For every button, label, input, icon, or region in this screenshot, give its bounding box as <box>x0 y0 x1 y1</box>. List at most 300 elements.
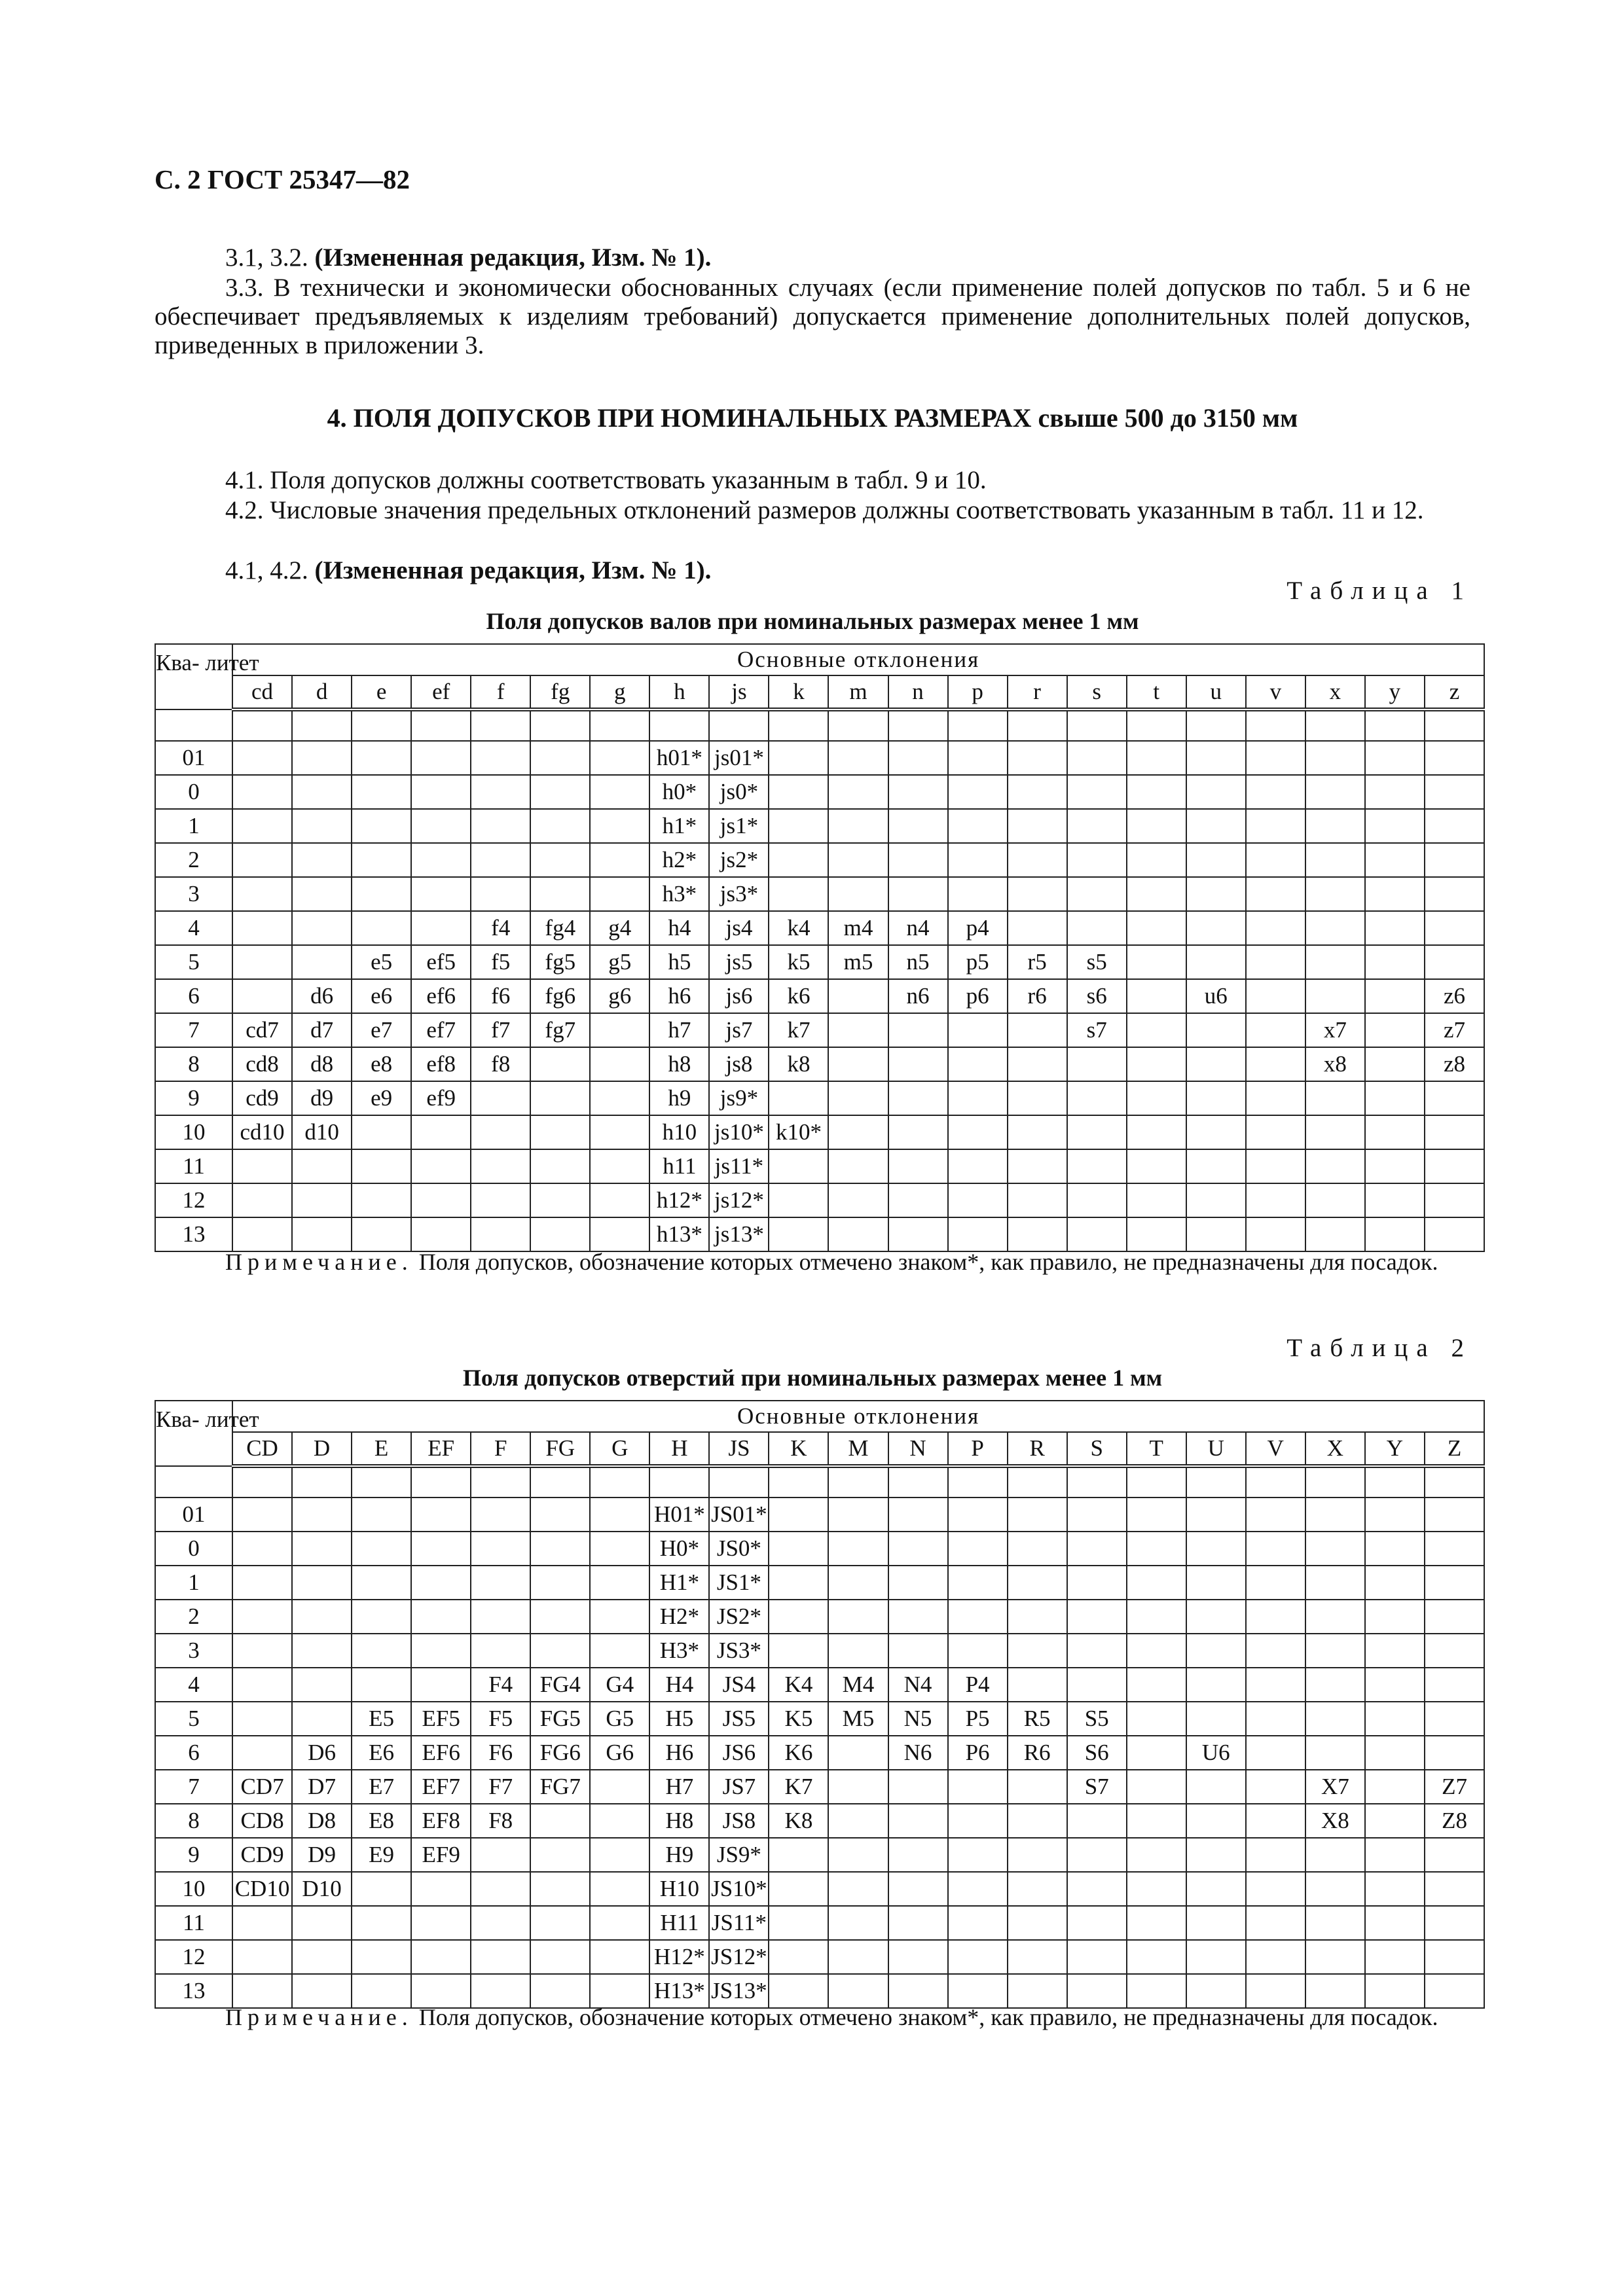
column-header: s <box>1067 675 1127 709</box>
tolerance-cell: R6 <box>1008 1736 1067 1770</box>
tolerance-cell <box>888 1013 948 1047</box>
tolerance-cell <box>232 775 292 809</box>
tolerance-cell <box>888 843 948 877</box>
tolerance-cell: p6 <box>948 979 1008 1013</box>
tolerance-cell <box>769 1532 828 1566</box>
tolerance-cell <box>1127 741 1186 775</box>
tolerance-cell <box>530 1149 590 1183</box>
tolerance-cell <box>1365 1668 1425 1702</box>
tolerance-cell: JS4 <box>709 1668 769 1702</box>
tolerance-cell <box>352 809 411 843</box>
tolerance-cell <box>1305 1872 1365 1906</box>
tolerance-cell <box>590 1804 649 1838</box>
tolerance-cell <box>1067 1149 1127 1183</box>
table-row <box>155 1566 1484 1600</box>
tolerance-cell <box>1305 1974 1365 2008</box>
tolerance-cell: g6 <box>590 979 649 1013</box>
tolerance-cell: CD7 <box>232 1770 292 1804</box>
column-header: n <box>888 675 948 709</box>
tolerance-cell <box>1067 1668 1127 1702</box>
tolerance-cell <box>292 775 352 809</box>
column-header: K <box>769 1432 828 1466</box>
tolerance-cell <box>1127 1940 1186 1974</box>
column-header: G <box>590 1432 649 1466</box>
tolerance-cell <box>411 809 471 843</box>
spacer-cell <box>411 1466 471 1498</box>
tolerance-cell <box>1186 843 1246 877</box>
tolerance-cell <box>1425 1600 1484 1634</box>
tolerance-cell <box>828 1940 888 1974</box>
tolerance-cell: H0* <box>649 1532 709 1566</box>
kvalitet-cell: 8 <box>155 1804 232 1838</box>
tolerance-cell <box>828 1217 888 1251</box>
tolerance-cell <box>948 1532 1008 1566</box>
tolerance-cell <box>1127 775 1186 809</box>
tolerance-cell: H1* <box>649 1566 709 1600</box>
tolerance-cell <box>1186 1115 1246 1149</box>
tolerance-cell <box>828 1566 888 1600</box>
tolerance-cell: k5 <box>769 945 828 979</box>
tolerance-cell: ef6 <box>411 979 471 1013</box>
tolerance-cell <box>1246 911 1305 945</box>
tolerance-cell: S7 <box>1067 1770 1127 1804</box>
tolerance-cell <box>1067 1974 1127 2008</box>
tolerance-cell <box>948 809 1008 843</box>
tolerance-cell <box>1186 911 1246 945</box>
column-header: FG <box>530 1432 590 1466</box>
tolerance-cell <box>1008 1183 1067 1217</box>
tolerance-cell: FG5 <box>530 1702 590 1736</box>
tolerance-cell <box>411 911 471 945</box>
kvalitet-cell: 12 <box>155 1940 232 1974</box>
tolerance-cell: ef9 <box>411 1081 471 1115</box>
table-row <box>155 1804 1484 1838</box>
tolerance-cell: JS9* <box>709 1838 769 1872</box>
tolerance-cell <box>590 1838 649 1872</box>
tolerance-cell: k6 <box>769 979 828 1013</box>
tolerance-cell: e7 <box>352 1013 411 1047</box>
paragraph-amendment-3 <box>155 243 1470 272</box>
column-header: D <box>292 1432 352 1466</box>
kvalitet-cell: 3 <box>155 877 232 911</box>
tolerance-cell <box>1246 877 1305 911</box>
tolerance-cell <box>1127 1532 1186 1566</box>
tolerance-cell <box>1186 775 1246 809</box>
tolerance-cell <box>292 1600 352 1634</box>
tolerance-cell: EF7 <box>411 1770 471 1804</box>
tolerance-cell <box>590 1013 649 1047</box>
tolerance-cell <box>471 1600 530 1634</box>
tolerance-cell <box>1425 1183 1484 1217</box>
tolerance-cell <box>1008 1149 1067 1183</box>
column-header: fg <box>530 675 590 709</box>
tolerance-cell: JS2* <box>709 1600 769 1634</box>
tolerance-cell <box>352 911 411 945</box>
tolerance-cell <box>1365 809 1425 843</box>
tolerance-cell <box>411 1183 471 1217</box>
tolerance-cell: K7 <box>769 1770 828 1804</box>
tolerance-cell <box>1246 979 1305 1013</box>
tolerance-cell <box>1305 741 1365 775</box>
tolerance-cell: s5 <box>1067 945 1127 979</box>
tolerance-cell <box>828 1081 888 1115</box>
tolerance-cell <box>769 1081 828 1115</box>
tolerance-cell: P4 <box>948 1668 1008 1702</box>
tolerance-cell <box>471 1183 530 1217</box>
spacer-cell <box>769 1466 828 1498</box>
tolerance-cell: s7 <box>1067 1013 1127 1047</box>
tolerance-cell: ef5 <box>411 945 471 979</box>
tolerance-cell <box>1246 1081 1305 1115</box>
tolerance-cell <box>1425 1940 1484 1974</box>
tolerance-cell: r5 <box>1008 945 1067 979</box>
tolerance-cell <box>1365 1600 1425 1634</box>
tolerance-cell <box>1008 1668 1067 1702</box>
tolerance-cell <box>471 1115 530 1149</box>
tolerance-cell: d8 <box>292 1047 352 1081</box>
paragraph-amendment-4 <box>155 556 1470 585</box>
tolerance-cell <box>1067 911 1127 945</box>
column-header: m <box>828 675 888 709</box>
spacer-cell <box>530 1466 590 1498</box>
tolerance-cell <box>1008 1532 1067 1566</box>
spacer-cell <box>590 1466 649 1498</box>
tolerance-cell <box>1365 1498 1425 1532</box>
kvalitet-header: Ква- литет <box>155 644 232 709</box>
tolerance-cell <box>530 1906 590 1940</box>
tolerance-cell: EF8 <box>411 1804 471 1838</box>
tolerance-cell <box>1365 1081 1425 1115</box>
tolerance-cell <box>888 1498 948 1532</box>
tolerance-cell <box>888 1081 948 1115</box>
tolerance-cell <box>590 1600 649 1634</box>
tolerance-cell <box>232 1600 292 1634</box>
tolerance-cell <box>1246 1217 1305 1251</box>
tolerance-cell <box>1246 1115 1305 1149</box>
tolerance-cell <box>590 1770 649 1804</box>
table-row <box>155 1634 1484 1668</box>
tolerance-cell <box>1365 1804 1425 1838</box>
tolerance-cell <box>292 741 352 775</box>
tolerance-cell <box>769 843 828 877</box>
tolerance-cell <box>769 1906 828 1940</box>
tolerance-cell <box>1365 1736 1425 1770</box>
tolerance-cell: H9 <box>649 1838 709 1872</box>
tolerance-cell <box>232 1498 292 1532</box>
tolerance-cell <box>1246 809 1305 843</box>
kvalitet-cell: 11 <box>155 1906 232 1940</box>
tolerance-cell <box>1008 1566 1067 1600</box>
tolerance-cell <box>411 1532 471 1566</box>
tolerance-cell <box>232 1217 292 1251</box>
tolerance-cell <box>948 741 1008 775</box>
tolerance-cell: E9 <box>352 1838 411 1872</box>
tolerance-cell <box>1305 1600 1365 1634</box>
tolerance-cell <box>1246 741 1305 775</box>
spacer-cell <box>1127 1466 1186 1498</box>
tolerance-cell <box>352 877 411 911</box>
tolerance-cell <box>471 1940 530 1974</box>
tolerance-cell <box>888 1149 948 1183</box>
tolerance-cell: H5 <box>649 1702 709 1736</box>
tolerance-cell: E5 <box>352 1702 411 1736</box>
tolerance-cell <box>1067 809 1127 843</box>
tolerance-cell <box>590 1872 649 1906</box>
tolerance-cell <box>1246 1838 1305 1872</box>
tolerance-cell <box>769 877 828 911</box>
tolerance-cell <box>1127 1081 1186 1115</box>
kvalitet-cell: 2 <box>155 1600 232 1634</box>
tolerance-cell <box>1008 1081 1067 1115</box>
tolerance-cell <box>1305 1532 1365 1566</box>
column-header: H <box>649 1432 709 1466</box>
column-header: F <box>471 1432 530 1466</box>
tolerance-cell <box>530 1217 590 1251</box>
tolerance-cell <box>948 843 1008 877</box>
tolerance-cell <box>1246 1047 1305 1081</box>
tolerance-cell <box>1425 1115 1484 1149</box>
kvalitet-cell: 9 <box>155 1081 232 1115</box>
tolerance-cell <box>1305 809 1365 843</box>
tolerance-cell: JS11* <box>709 1906 769 1940</box>
tolerance-cell <box>1127 809 1186 843</box>
tolerance-cell <box>1246 1600 1305 1634</box>
tolerance-cell <box>292 1217 352 1251</box>
tolerance-cell <box>411 843 471 877</box>
tolerance-cell: g4 <box>590 911 649 945</box>
tolerance-cell <box>1186 1770 1246 1804</box>
tolerance-cell: h12* <box>649 1183 709 1217</box>
tolerance-cell: m4 <box>828 911 888 945</box>
table-row <box>155 1047 1484 1081</box>
tolerance-cell <box>1127 1838 1186 1872</box>
tolerance-cell <box>1127 1804 1186 1838</box>
tolerance-cell <box>590 1532 649 1566</box>
tolerance-cell <box>769 741 828 775</box>
tolerance-cell <box>1067 877 1127 911</box>
tolerance-cell <box>1425 741 1484 775</box>
tolerance-cell <box>888 1047 948 1081</box>
tolerance-cell <box>888 1566 948 1600</box>
tolerance-cell <box>411 741 471 775</box>
tolerance-cell <box>232 1736 292 1770</box>
tolerance-cell <box>292 1974 352 2008</box>
tolerance-cell <box>292 1668 352 1702</box>
tolerance-cell <box>1067 1906 1127 1940</box>
table-row <box>155 1770 1484 1804</box>
spacer-cell <box>292 1466 352 1498</box>
tolerance-cell <box>411 1115 471 1149</box>
tolerance-cell <box>1008 843 1067 877</box>
tolerance-cell <box>411 1974 471 2008</box>
tolerance-cell <box>769 1498 828 1532</box>
spacer-cell <box>888 1466 948 1498</box>
tolerance-cell <box>292 1498 352 1532</box>
tolerance-cell <box>590 1183 649 1217</box>
tolerance-cell <box>948 1906 1008 1940</box>
tolerance-cell <box>948 1149 1008 1183</box>
spacer-cell <box>1186 709 1246 741</box>
tolerance-cell: S6 <box>1067 1736 1127 1770</box>
tolerance-cell: JS10* <box>709 1872 769 1906</box>
tolerance-cell <box>1008 1940 1067 1974</box>
tolerance-cell <box>888 1217 948 1251</box>
column-header: JS <box>709 1432 769 1466</box>
tolerance-cell <box>769 1974 828 2008</box>
tolerance-cell <box>471 1532 530 1566</box>
tolerance-cell: U6 <box>1186 1736 1246 1770</box>
tolerance-cell: H6 <box>649 1736 709 1770</box>
tolerance-cell <box>232 877 292 911</box>
tolerance-cell <box>411 1940 471 1974</box>
tolerance-cell: H12* <box>649 1940 709 1974</box>
tolerance-cell <box>948 775 1008 809</box>
tolerance-cell <box>769 1872 828 1906</box>
kvalitet-cell: 2 <box>155 843 232 877</box>
tolerance-cell: E7 <box>352 1770 411 1804</box>
tolerance-cell <box>1305 1115 1365 1149</box>
tolerance-cell <box>232 1974 292 2008</box>
tolerance-cell <box>471 1838 530 1872</box>
column-header: CD <box>232 1432 292 1466</box>
tolerance-cell <box>411 1668 471 1702</box>
tolerance-cell: k10* <box>769 1115 828 1149</box>
tolerance-cell <box>769 775 828 809</box>
tolerance-cell: z6 <box>1425 979 1484 1013</box>
note-prefix: Примечание. <box>225 2004 413 2030</box>
spacer-cell <box>828 709 888 741</box>
table2-caption: Поля допусков отверстий при номинальных размерах менее 1 мм <box>462 1365 1163 1391</box>
tolerance-cell: JS7 <box>709 1770 769 1804</box>
paragraph-number: 3.1, 3.2. <box>225 243 315 272</box>
tolerance-cell <box>530 1498 590 1532</box>
tolerance-cell <box>1246 1804 1305 1838</box>
tolerance-cell <box>1246 1566 1305 1600</box>
tolerance-cell: P6 <box>948 1736 1008 1770</box>
tolerance-cell <box>352 1634 411 1668</box>
tolerance-cell <box>292 1566 352 1600</box>
tolerance-cell <box>411 1498 471 1532</box>
kvalitet-cell: 4 <box>155 911 232 945</box>
tolerance-cell <box>411 1906 471 1940</box>
tolerance-cell <box>828 741 888 775</box>
tolerance-cell <box>1246 1770 1305 1804</box>
tolerance-cell: h4 <box>649 911 709 945</box>
tolerance-cell <box>1186 1600 1246 1634</box>
tolerance-cell: E6 <box>352 1736 411 1770</box>
column-header: x <box>1305 675 1365 709</box>
tolerance-cell <box>769 1600 828 1634</box>
tolerance-cell: K4 <box>769 1668 828 1702</box>
tolerance-cell <box>471 1872 530 1906</box>
paragraph-4-2: 4.2. Числовые значения предельных отклонений размеров должны соответствовать указанным в табл. 11 и 12. <box>225 496 1424 524</box>
tolerance-cell <box>948 1183 1008 1217</box>
tolerance-cell: D10 <box>292 1872 352 1906</box>
tolerance-cell <box>1186 1217 1246 1251</box>
tolerance-cell <box>1127 877 1186 911</box>
tolerance-cell <box>1305 1736 1365 1770</box>
tolerance-cell <box>1425 1668 1484 1702</box>
tolerance-cell <box>1305 1081 1365 1115</box>
deviations-header: Основные отклонения <box>232 1401 1484 1432</box>
tolerance-cell <box>1305 843 1365 877</box>
tolerance-cell <box>1425 1081 1484 1115</box>
column-header: Y <box>1365 1432 1425 1466</box>
column-header: g <box>590 675 649 709</box>
tolerance-cell: G5 <box>590 1702 649 1736</box>
kvalitet-cell: 3 <box>155 1634 232 1668</box>
spacer-cell <box>1425 709 1484 741</box>
tolerance-cell <box>828 1600 888 1634</box>
spacer-cell <box>1067 709 1127 741</box>
tolerance-cell <box>769 1634 828 1668</box>
tolerance-cell <box>530 1600 590 1634</box>
spacer-cell <box>1305 1466 1365 1498</box>
tolerance-cell: N5 <box>888 1702 948 1736</box>
tolerance-cell <box>590 1047 649 1081</box>
tolerance-cell <box>1008 1804 1067 1838</box>
column-header: r <box>1008 675 1067 709</box>
tolerance-cell <box>1186 741 1246 775</box>
kvalitet-cell: 7 <box>155 1770 232 1804</box>
tolerance-cell <box>828 1736 888 1770</box>
tolerance-cell <box>828 979 888 1013</box>
tolerance-cell <box>1425 809 1484 843</box>
spacer-cell <box>590 709 649 741</box>
table2-note <box>155 2004 1470 2030</box>
paragraph-number: 4.1, 4.2. <box>225 556 315 584</box>
tolerance-cell <box>1425 1838 1484 1872</box>
column-header: ef <box>411 675 471 709</box>
tolerance-cell: h2* <box>649 843 709 877</box>
tolerance-cell: S5 <box>1067 1702 1127 1736</box>
tolerance-cell <box>1186 809 1246 843</box>
tolerance-cell <box>1008 1634 1067 1668</box>
tolerance-cell <box>1246 1736 1305 1770</box>
tolerance-cell: h10 <box>649 1115 709 1149</box>
tolerance-cell <box>1365 1974 1425 2008</box>
tolerance-cell: CD9 <box>232 1838 292 1872</box>
tolerance-cell <box>411 1600 471 1634</box>
tolerance-cell <box>948 1566 1008 1600</box>
tolerance-cell: u6 <box>1186 979 1246 1013</box>
tolerance-cell: h8 <box>649 1047 709 1081</box>
tolerance-cell: CD10 <box>232 1872 292 1906</box>
tolerance-cell: js11* <box>709 1149 769 1183</box>
spacer-cell <box>1365 1466 1425 1498</box>
tolerance-cell <box>1067 1532 1127 1566</box>
tolerance-cell: JS5 <box>709 1702 769 1736</box>
table-row <box>155 877 1484 911</box>
tolerance-cell <box>1127 1149 1186 1183</box>
tolerance-cell <box>1365 911 1425 945</box>
tolerance-cell <box>1127 1974 1186 2008</box>
tolerance-cell: h6 <box>649 979 709 1013</box>
tolerance-cell <box>1246 1013 1305 1047</box>
kvalitet-cell: 01 <box>155 741 232 775</box>
tolerance-cell <box>1246 1702 1305 1736</box>
tolerance-cell: js7 <box>709 1013 769 1047</box>
tolerance-cell: f7 <box>471 1013 530 1047</box>
tolerance-cell: K6 <box>769 1736 828 1770</box>
tolerance-cell <box>1186 1974 1246 2008</box>
tolerance-cell <box>1305 1149 1365 1183</box>
tolerance-cell <box>1425 775 1484 809</box>
kvalitet-cell: 0 <box>155 775 232 809</box>
tolerance-cell <box>232 1702 292 1736</box>
tolerance-cell <box>590 1974 649 2008</box>
tolerance-cell <box>471 1498 530 1532</box>
